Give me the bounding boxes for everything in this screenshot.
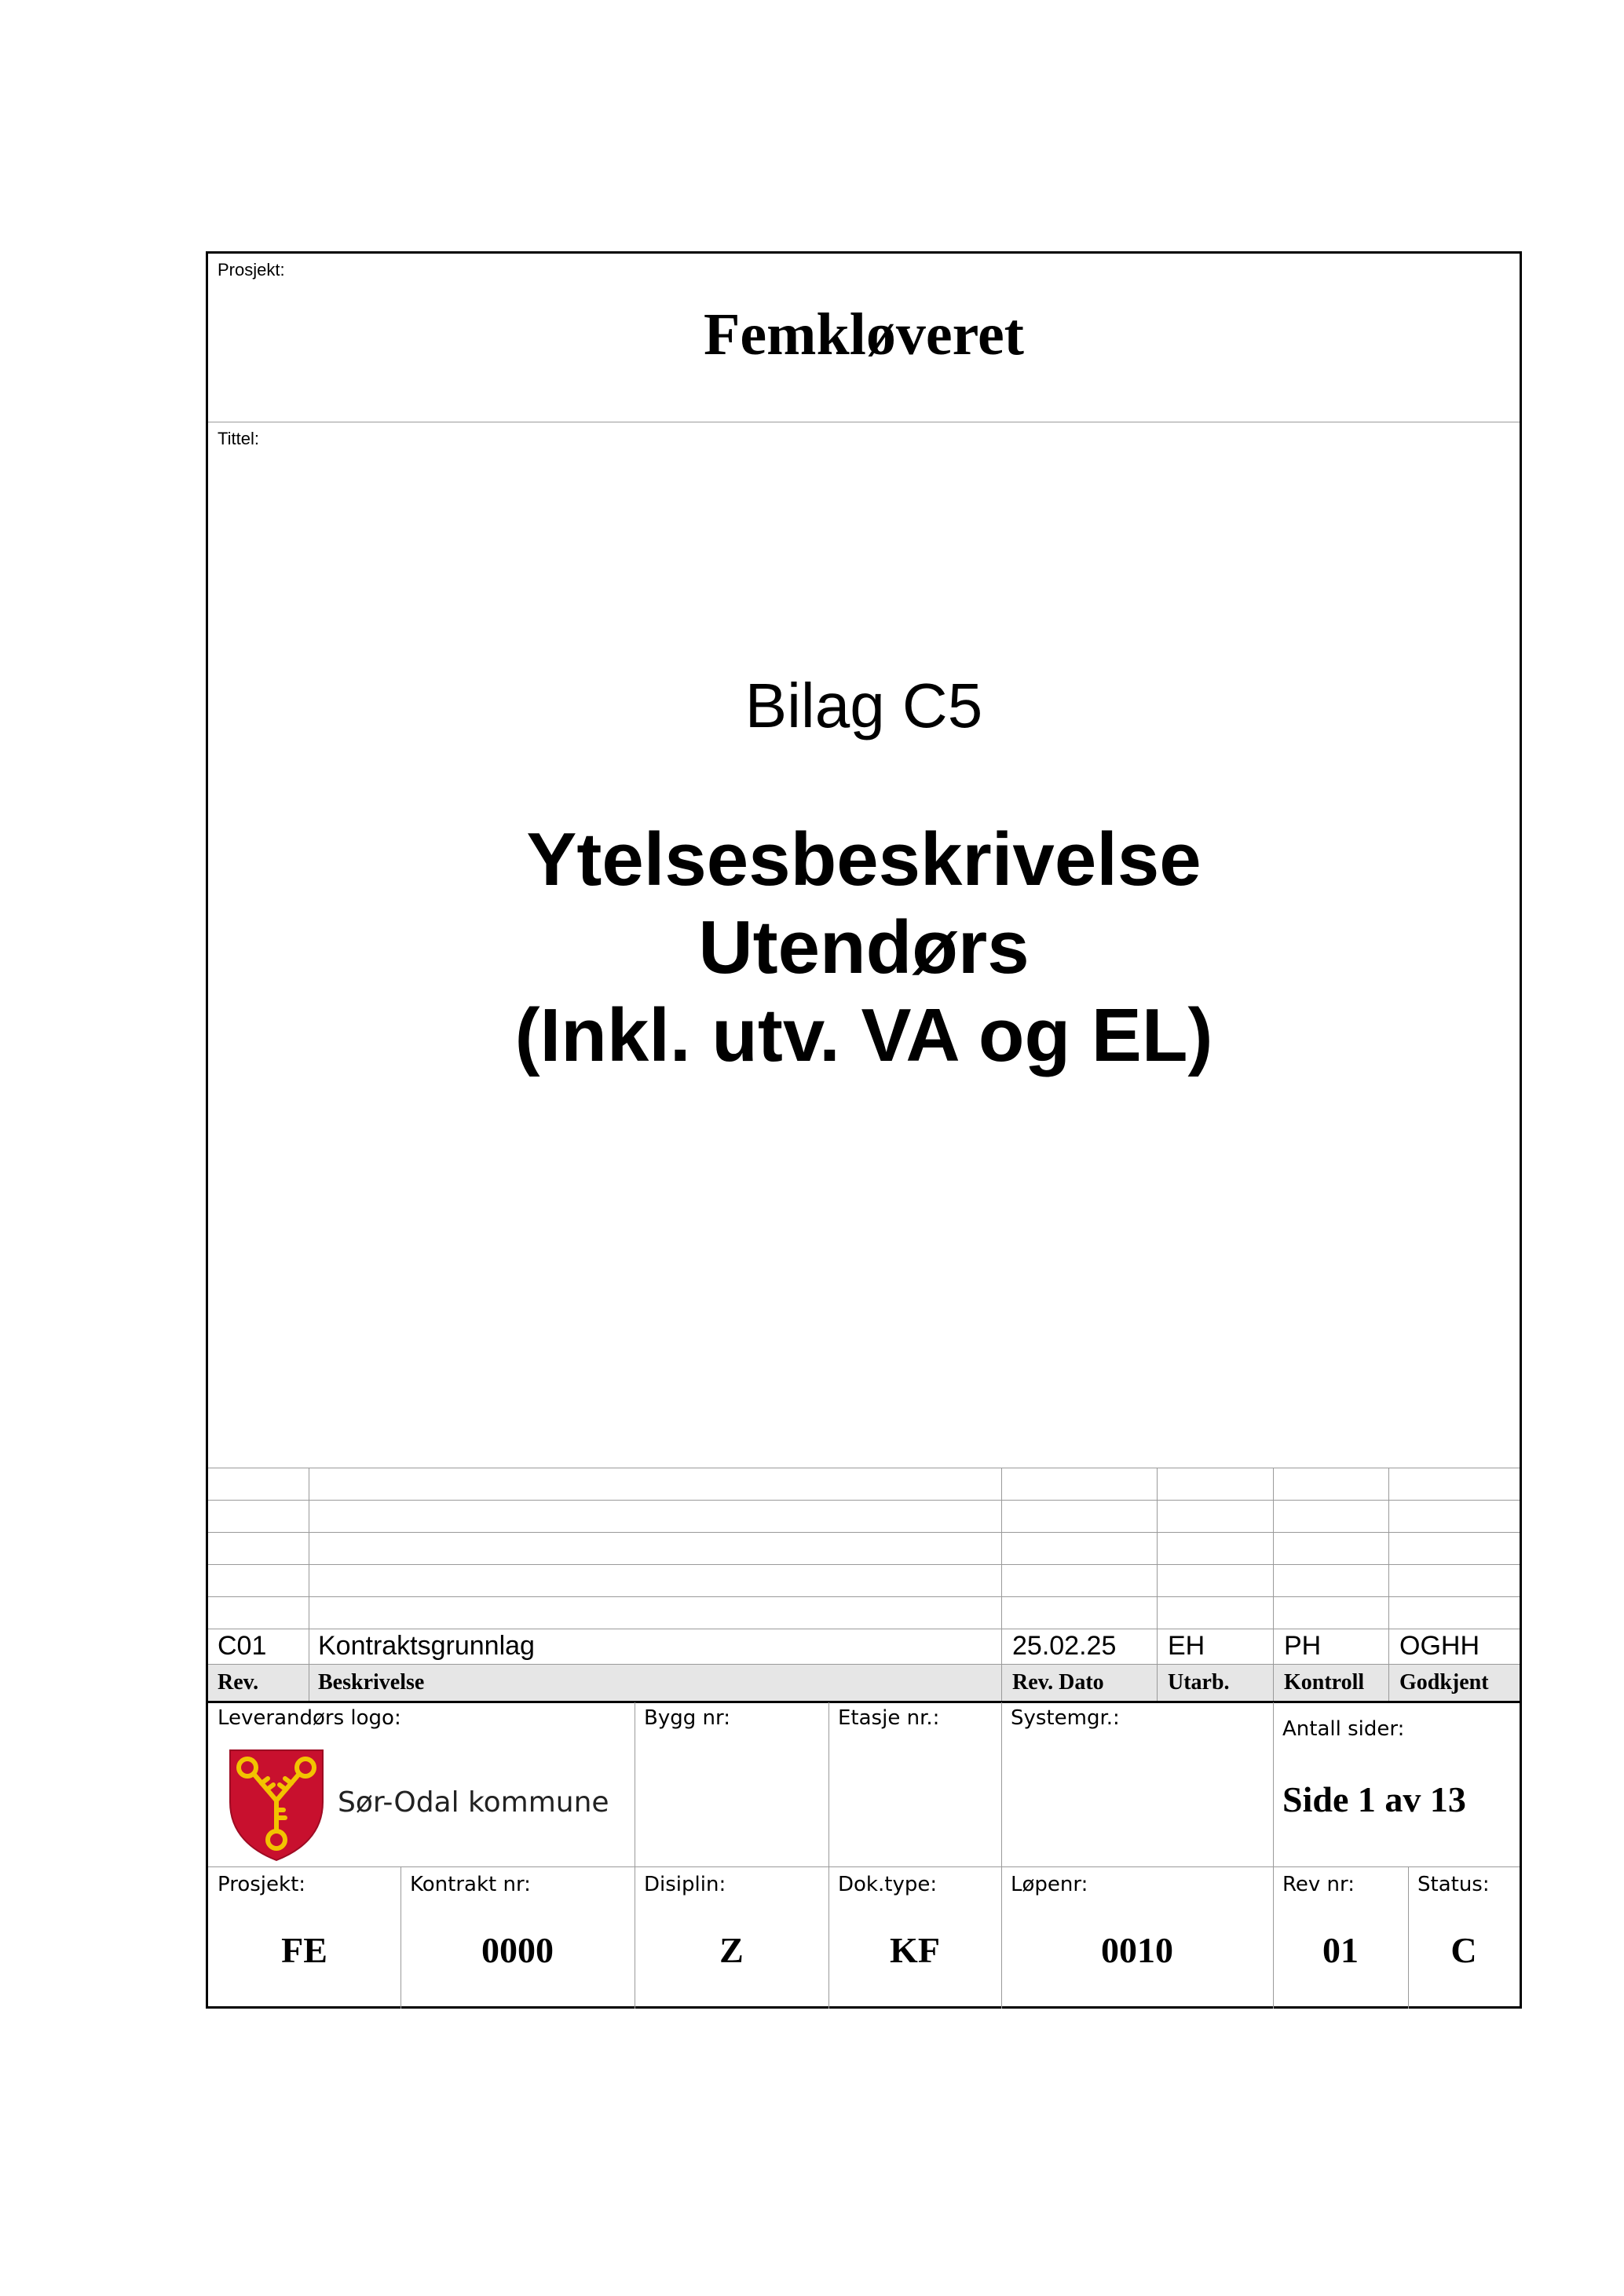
system-label: Systemgr.: bbox=[1011, 1706, 1120, 1730]
status-value: C bbox=[1450, 1930, 1477, 1970]
logo-label: Leverandørs logo: bbox=[218, 1706, 401, 1730]
utarb-cell: EH bbox=[1168, 1631, 1205, 1661]
revnr-label: Rev nr: bbox=[1282, 1873, 1355, 1896]
title-line-3: (Inkl. utv. VA og EL) bbox=[514, 993, 1213, 1077]
godkjent-header: Godkjent bbox=[1399, 1670, 1489, 1695]
etasje-label: Etasje nr.: bbox=[838, 1706, 940, 1730]
rev-cell: C01 bbox=[218, 1631, 267, 1661]
doktype-label: Dok.type: bbox=[838, 1873, 938, 1896]
title-block bbox=[206, 251, 1522, 2009]
utarb-header: Utarb. bbox=[1168, 1670, 1230, 1695]
revnr-value: 01 bbox=[1322, 1930, 1359, 1970]
kontroll-cell: PH bbox=[1284, 1631, 1322, 1661]
beskrivelse-cell: Kontraktsgrunnlag bbox=[318, 1631, 535, 1661]
lopenr-value: 0010 bbox=[1101, 1930, 1173, 1970]
project-label: Prosjekt: bbox=[218, 260, 285, 280]
rev-header: Rev. bbox=[218, 1670, 259, 1695]
disiplin-value: Z bbox=[719, 1930, 744, 1970]
kontroll-header: Kontroll bbox=[1284, 1670, 1365, 1695]
dato-cell: 25.02.25 bbox=[1012, 1631, 1117, 1661]
project-name: Femkløveret bbox=[704, 302, 1024, 367]
title-line-2: Utendørs bbox=[698, 905, 1030, 989]
antall-label: Antall sider: bbox=[1282, 1717, 1405, 1741]
status-label: Status: bbox=[1417, 1873, 1490, 1896]
bygg-label: Bygg nr: bbox=[644, 1706, 730, 1730]
lopenr-label: Løpenr: bbox=[1011, 1873, 1088, 1896]
prosjekt-code-label: Prosjekt: bbox=[218, 1873, 306, 1896]
prosjekt-code-value: FE bbox=[281, 1930, 327, 1970]
doktype-value: KF bbox=[890, 1930, 940, 1970]
dato-header: Rev. Dato bbox=[1012, 1670, 1104, 1695]
kontrakt-label: Kontrakt nr: bbox=[410, 1873, 531, 1896]
bilag-heading: Bilag C5 bbox=[744, 671, 983, 740]
coat-of-arms-logo bbox=[225, 1746, 327, 1862]
document-title bbox=[208, 816, 1520, 1080]
logo-text: Sør-Odal kommune bbox=[338, 1786, 609, 1819]
disiplin-label: Disiplin: bbox=[644, 1873, 726, 1896]
godkjent-cell: OGHH bbox=[1399, 1631, 1480, 1661]
side-value: Side 1 av 13 bbox=[1282, 1779, 1466, 1819]
kontrakt-value: 0000 bbox=[481, 1930, 554, 1970]
title-label: Tittel: bbox=[218, 429, 259, 448]
beskrivelse-header: Beskrivelse bbox=[318, 1670, 425, 1695]
title-line-1: Ytelsesbeskrivelse bbox=[526, 817, 1202, 901]
